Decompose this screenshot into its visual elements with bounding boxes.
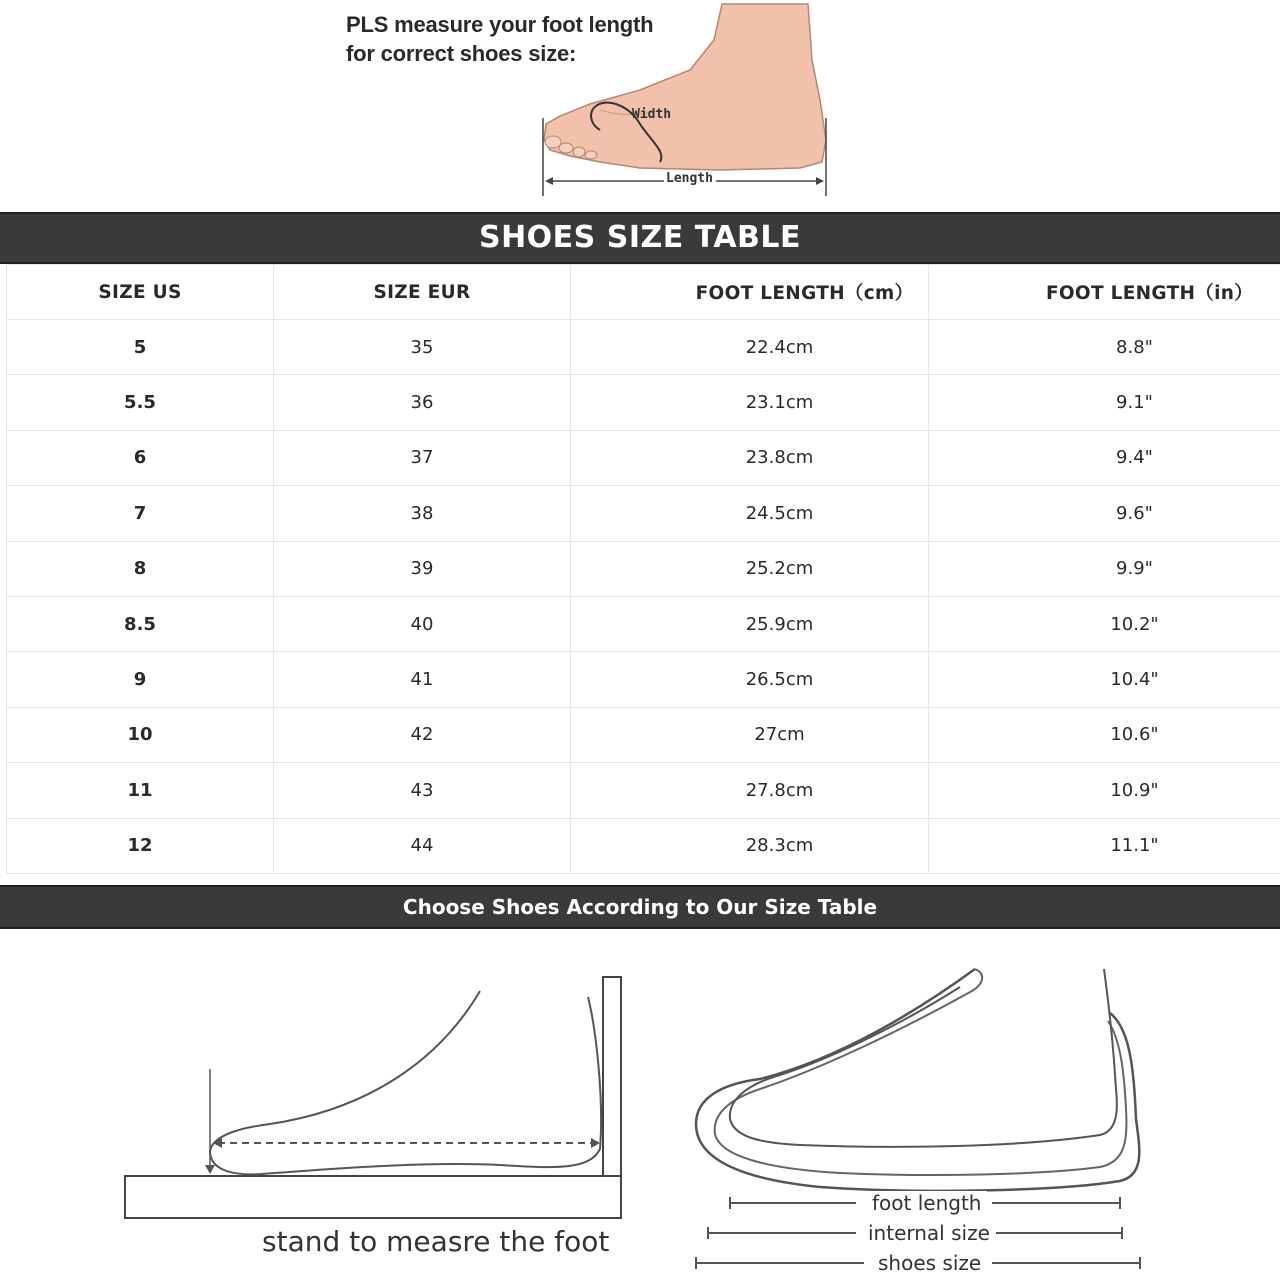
table-row [7,430,1280,485]
header-foot-length-cm: FOOT LENGTH（cm） [571,265,929,320]
cell-size-us: 7 [7,486,274,541]
cell-foot-in: 9.4" [929,430,1280,485]
table-header-row [7,265,1280,320]
cell-foot-in: 10.2" [929,596,1280,651]
legend-shoes-size: shoes size [872,1251,987,1275]
table-row [7,375,1280,430]
cell-foot-in: 10.6" [929,707,1280,762]
table-row [7,486,1280,541]
table-row [7,763,1280,818]
cell-size-us: 5 [7,320,274,375]
cell-foot-in: 9.6" [929,486,1280,541]
measure-instruction-line2: for correct shoes size: [346,41,577,66]
table-row [7,652,1280,707]
cell-foot-in: 10.9" [929,763,1280,818]
cell-size-eur: 43 [274,763,571,818]
size-table-title: SHOES SIZE TABLE [0,212,1280,264]
cell-foot-in: 9.1" [929,375,1280,430]
cell-foot-cm: 25.2cm [571,541,929,596]
measuring-guide-illustration [0,929,1280,1280]
table-row [7,818,1280,873]
cell-size-eur: 39 [274,541,571,596]
cell-size-us: 8 [7,541,274,596]
table-row [7,596,1280,651]
cell-size-eur: 37 [274,430,571,485]
table-row [7,707,1280,762]
cell-size-eur: 36 [274,375,571,430]
header-size-us: SIZE US [7,265,274,320]
width-label: Width [632,107,672,122]
cell-foot-cm: 27cm [571,707,929,762]
cell-foot-in: 9.9" [929,541,1280,596]
cell-size-us: 5.5 [7,375,274,430]
header-size-eur: SIZE EUR [274,265,571,320]
header-foot-length-in: FOOT LENGTH（in） [929,265,1280,320]
table-row [7,541,1280,596]
legend-foot-length: foot length [866,1191,987,1215]
cell-size-us: 6 [7,430,274,485]
cell-size-eur: 41 [274,652,571,707]
cell-foot-cm: 23.8cm [571,430,929,485]
cell-size-eur: 40 [274,596,571,651]
cell-size-us: 12 [7,818,274,873]
cell-size-us: 8.5 [7,596,274,651]
cell-foot-cm: 27.8cm [571,763,929,818]
cell-size-eur: 35 [274,320,571,375]
cell-foot-in: 10.4" [929,652,1280,707]
cell-foot-cm: 26.5cm [571,652,929,707]
stand-measure-caption: stand to measre the foot [262,1225,610,1258]
cell-size-us: 11 [7,763,274,818]
choose-shoes-title: Choose Shoes According to Our Size Table [0,885,1280,929]
cell-foot-cm: 28.3cm [571,818,929,873]
cell-foot-in: 8.8" [929,320,1280,375]
measuring-guide-drawing [0,929,1280,1280]
shoe-size-table [6,264,1280,874]
measure-instruction-line1: PLS measure your foot length [346,12,654,37]
cell-size-eur: 44 [274,818,571,873]
cell-size-us: 10 [7,707,274,762]
cell-size-eur: 42 [274,707,571,762]
legend-internal-size: internal size [862,1221,996,1245]
foot-drawing [0,0,1280,212]
cell-foot-cm: 25.9cm [571,596,929,651]
cell-foot-cm: 24.5cm [571,486,929,541]
cell-size-eur: 38 [274,486,571,541]
foot-measure-illustration [0,0,1280,212]
cell-size-us: 9 [7,652,274,707]
cell-foot-in: 11.1" [929,818,1280,873]
length-label: Length [666,171,713,186]
cell-foot-cm: 22.4cm [571,320,929,375]
table-row [7,320,1280,375]
cell-foot-cm: 23.1cm [571,375,929,430]
